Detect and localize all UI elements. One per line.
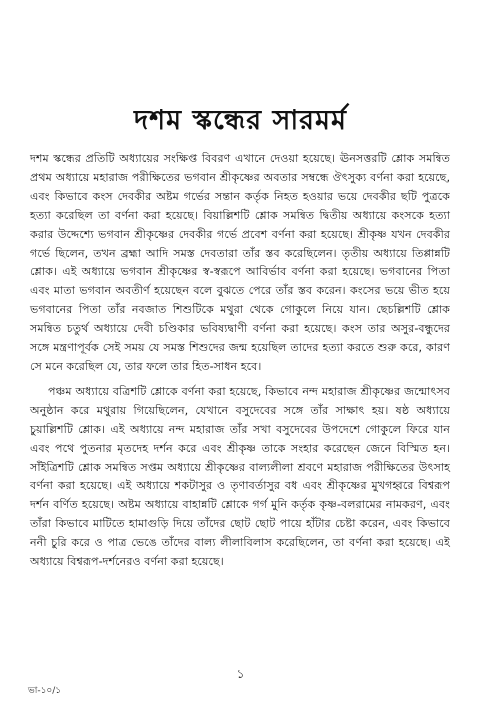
paragraph-2: পঞ্চম অধ্যায়ে বত্রিশটি শ্লোকে বর্ণনা করা হয়েছে, কিভাবে নন্দ মহারাজ শ্রীকৃষ্ণের জন্মোৎসব অনুষ্ঠান করে মথুরায় গিয়েছিলেন, যেখানে বসুদেবের সঙ্গে তাঁর সাক্ষাৎ হয়। ষষ্ঠ অধ্যায়ে চুয়াল্লিশটি শ্লোক। এই অধ্যায়ে নন্দ মহারাজ তাঁর সখা বসুদেবের উপদেশে গোকুলে ফিরে যান এবং পথে পুতনার মৃতদেহ দর্শন করে এবং শ্রীকৃষ্ণ তাকে সংহার করেছেন জেনে বিস্মিত হন। সাঁইত্রিশটি শ্লোক সমন্বিত সপ্তম অধ্যায়ে শ্রীকৃষ্ণের বাল্যলীলা শ্রবণে মহারাজ পরীক্ষিতের উৎসাহ বর্ণনা করা হয়েছে। এই অধ্যায়ে শকটাসুর ও তৃণাবর্তাসুর বধ এবং শ্রীকৃষ্ণের মুখগহ্বরে বিশ্বরূপ দর্শন বর্ণিত হয়েছে। অষ্টম অধ্যায়ে বাহান্নটি শ্লোকে গর্গ মুনি কর্তৃক কৃষ্ণ-বলরামের নামকরণ, এবং তাঁরা কিভাবে মাটিতে হামাগুড়ি দিয়ে তাঁদের ছোট ছোট পায়ে হাঁটার চেষ্টা করেন, এবং কিভাবে ননী চুরি করে ও পাত্র ভেঙে তাঁদের বাল্য লীলাবিলাস করেছিলেন, তা বর্ণনা করা হয়েছে। এই অধ্যায়ে বিশ্বরূপ-দর্শনেরও বর্ণনা করা হয়েছে। bbox=[30, 384, 450, 569]
page-title: দশম স্কন্ধের সারমর্ম bbox=[134, 105, 347, 136]
page-number: ১ bbox=[236, 667, 245, 681]
footer-signature: ভা-১০/১ bbox=[28, 686, 62, 696]
paragraph-1: দশম স্কন্ধের প্রতিটি অধ্যায়ের সংক্ষিপ্ত বিবরণ এখানে দেওয়া হয়েছে। ঊনসত্তরটি শ্লোক সমন্বিত প্রথম অধ্যায়ে মহারাজ পরীক্ষিতের ভগবান শ্রীকৃষ্ণের অবতার সম্বন্ধে ঔৎসুক্য বর্ণনা করা হয়েছে, এবং কিভাবে কংস দেবকীর অষ্টম গর্ভের সন্তান কর্তৃক নিহত হওয়ার ভয়ে দেবকীর ছটি পুত্রকে হত্যা করেছিল তা বর্ণনা করা হয়েছে। বিয়াল্লিশটি শ্লোক সমন্বিত দ্বিতীয় অধ্যায়ে কংসকে হত্যা করার উদ্দেশ্যে ভগবান শ্রীকৃষ্ণের দেবকীর গর্ভে প্রবেশ বর্ণনা করা হয়েছে। শ্রীকৃষ্ণ যখন দেবকীর গর্ভে ছিলেন, তখন ব্রহ্মা আদি সমস্ত দেবতারা তাঁর স্তব করেছিলেন। তৃতীয় অধ্যায়ে তিপ্পান্নটি শ্লোক। এই অধ্যায়ে ভগবান শ্রীকৃষ্ণের স্ব-স্বরূপে আবির্ভাব বর্ণনা করা হয়েছে। ভগবানের পিতা এবং মাতা ভগবান অবতীর্ণ হয়েছেন বলে বুঝতে পেরে তাঁর স্তব করেন। কংসের ভয়ে ভীত হয়ে ভগবানের পিতা তাঁর নবজাত শিশুটিকে মথুরা থেকে গোকুলে নিয়ে যান। ছেচল্লিশটি শ্লোক সমন্বিত চতুর্থ অধ্যায়ে দেবী চণ্ডিকার ভবিষ্যদ্বাণী বর্ণনা করা হয়েছে। কংস তার অসুর-বন্ধুদের সঙ্গে মন্ত্রণাপূর্বক সেই সময় যে সমস্ত শিশুদের জন্ম হয়েছিল তাদের হত্যা করতে শুরু করে, কারণ সে মনে করেছিল যে, তার ফলে তার হিত-সাধন হবে। bbox=[30, 152, 450, 373]
body-text bbox=[30, 150, 450, 572]
